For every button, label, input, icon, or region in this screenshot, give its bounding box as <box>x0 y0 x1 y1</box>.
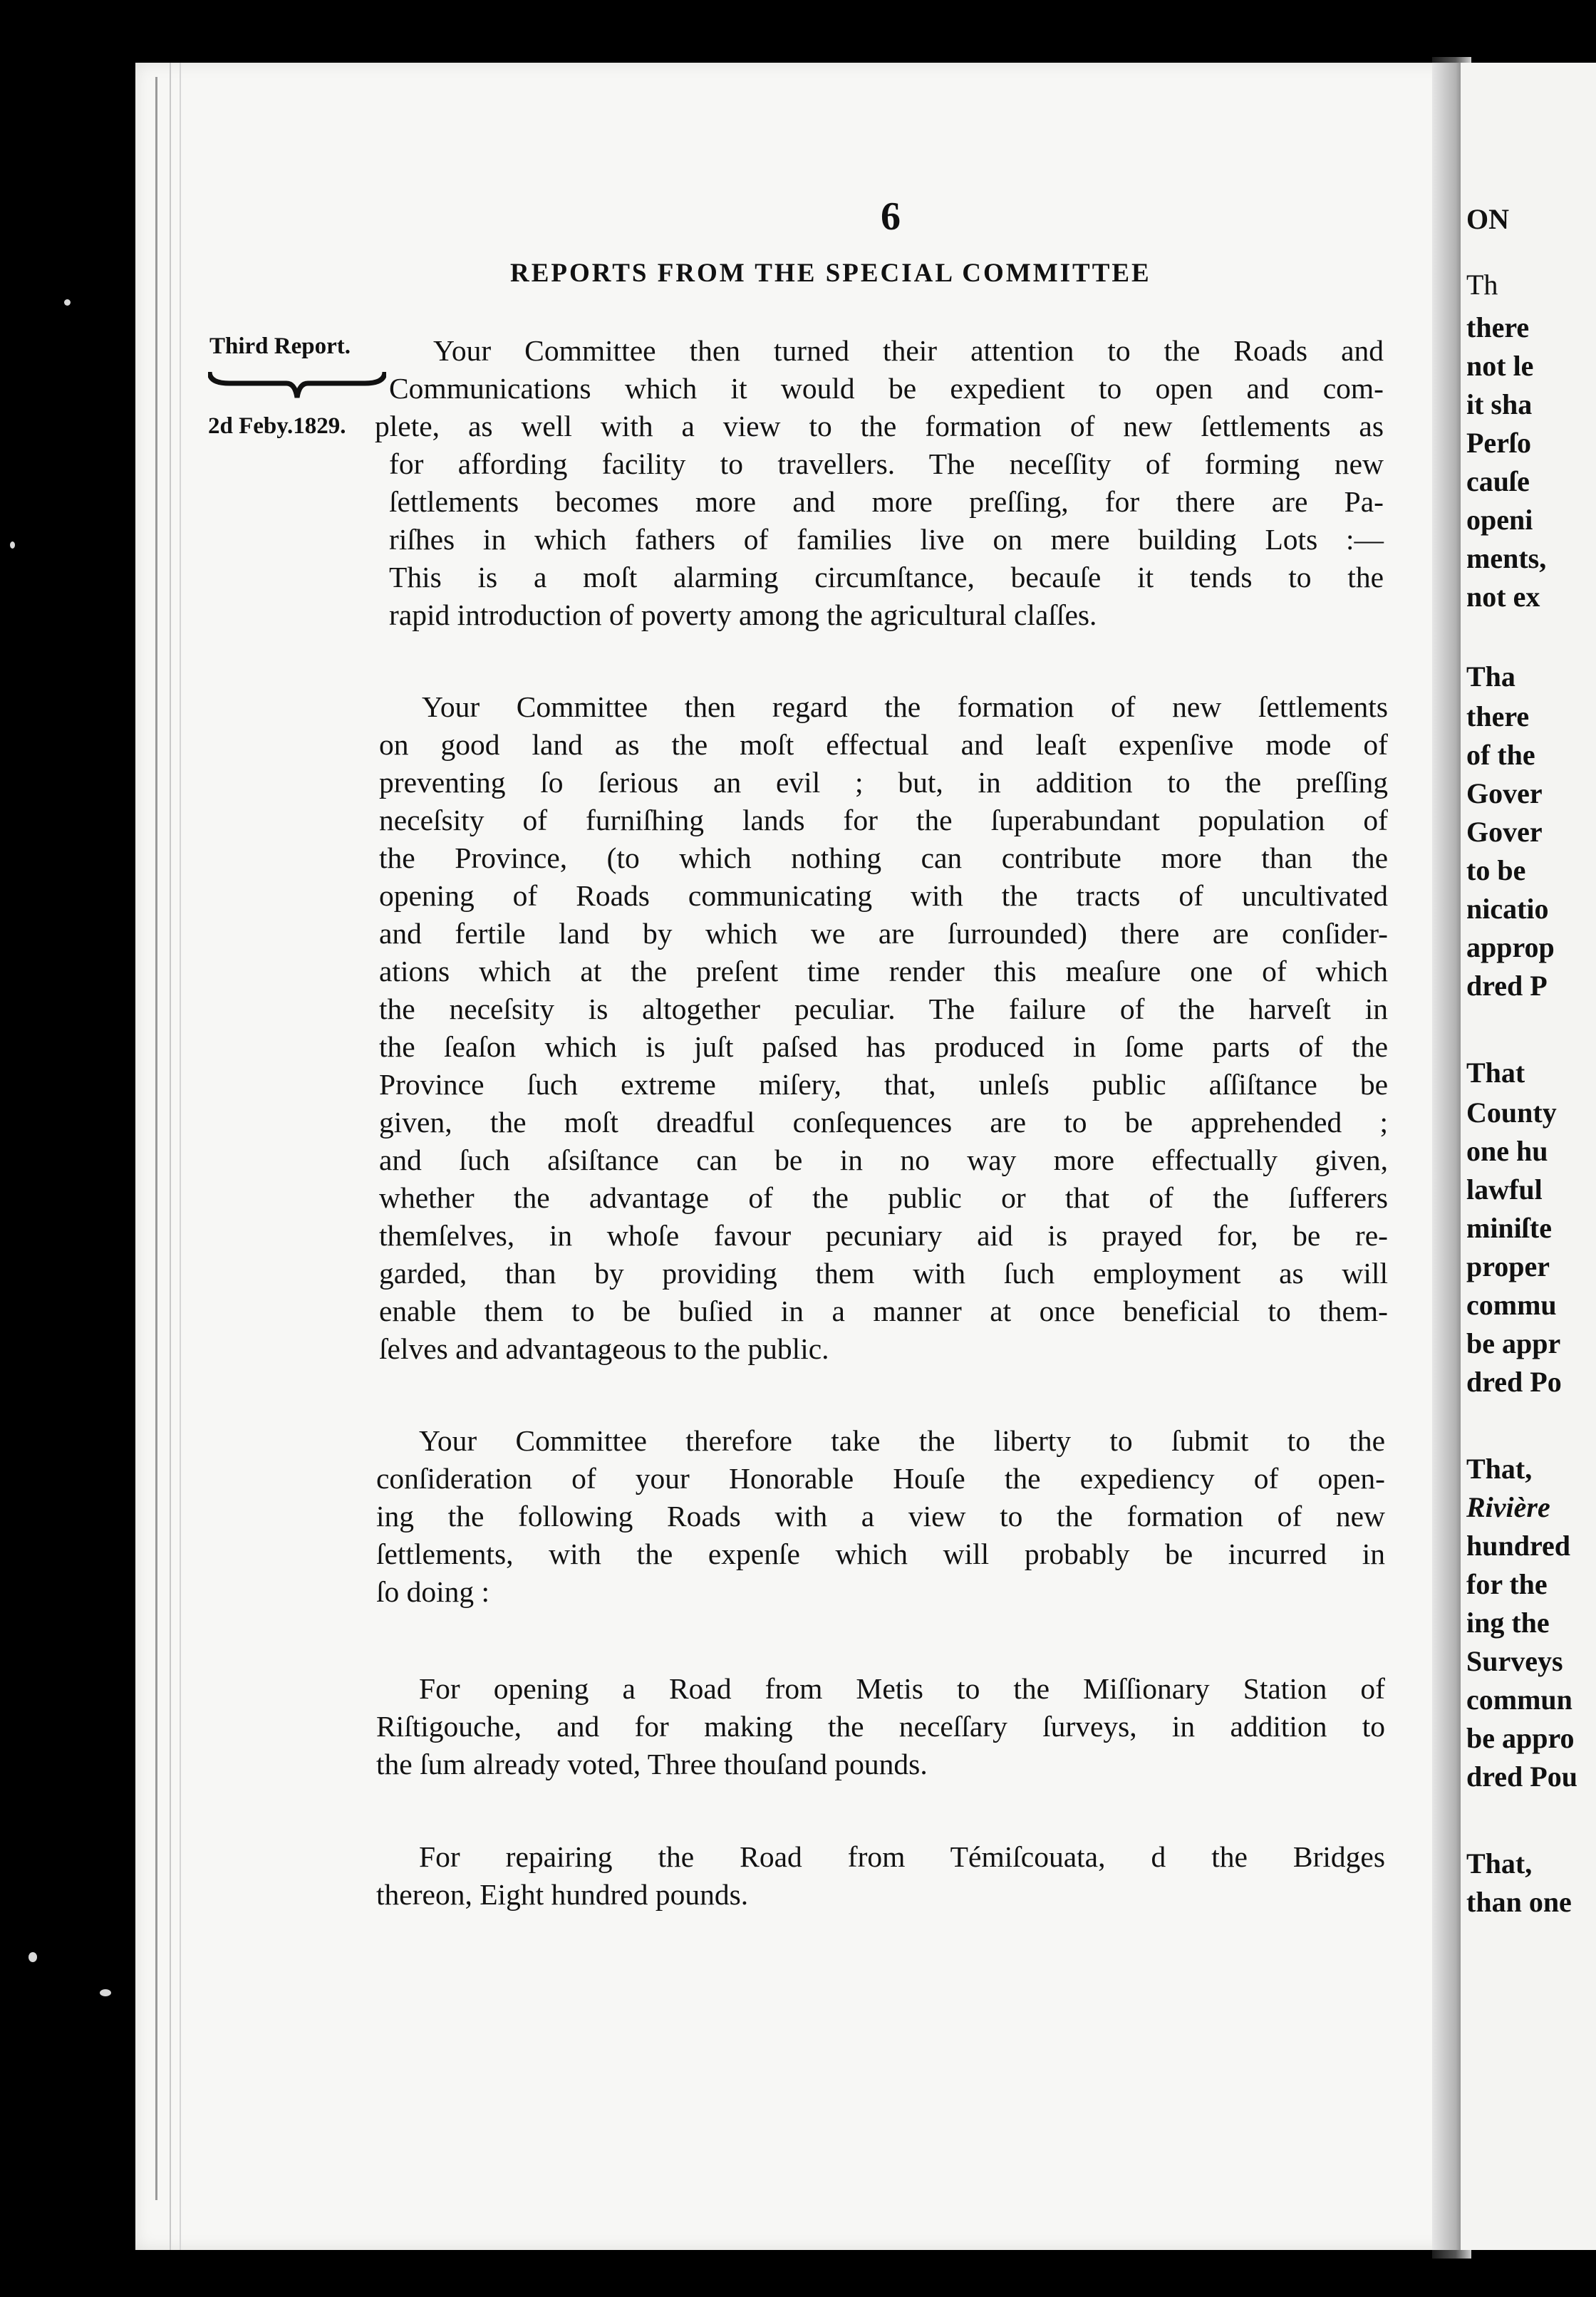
text-line: For opening a Road from Metis to the Miſſionary Station of <box>419 1672 1385 1705</box>
right-page-text: County <box>1466 1096 1557 1129</box>
text-line: Province ſuch extreme miſery, that, unleſs public aſſiſtance be <box>379 1068 1388 1101</box>
text-line: Your Committee then regard the formation of new ſettlements <box>422 690 1388 723</box>
right-page-text: hundred <box>1466 1530 1571 1562</box>
text-line: neceſsity of furniſhing lands for the ſuperabundant population of <box>379 804 1388 836</box>
right-page-text: not le <box>1466 350 1534 382</box>
right-page-text: approp <box>1466 931 1555 963</box>
right-page-text: commu <box>1466 1289 1557 1321</box>
brace-icon <box>208 368 386 400</box>
text-line: enable them to be buſied in a manner at once beneficial to them- <box>379 1295 1388 1327</box>
right-page-text: it sha <box>1466 388 1533 420</box>
paragraph-metis-road <box>376 1670 1385 1783</box>
text-line: For repairing the Road from Témiſcouata, d the Bridges <box>419 1840 1385 1873</box>
text-line: and ſuch aſsiſtance can be in no way more effectually given, <box>379 1144 1388 1176</box>
dust-speck <box>10 541 15 549</box>
right-page-text: commun <box>1466 1684 1572 1716</box>
right-page-text: lawful <box>1466 1173 1543 1205</box>
text-line: Your Committee therefore take the liberty to ſubmit to the <box>419 1424 1385 1457</box>
right-page-fragment <box>1461 63 1596 2250</box>
text-line: ing the following Roads with a view to the formation of new <box>376 1500 1385 1533</box>
text-line: ſettlements becomes more and more preſſing, for there are Pa- <box>389 485 1384 518</box>
paragraph-new-settlements <box>379 688 1388 1368</box>
text-line: the neceſsity is altogether peculiar. The failure of the harveſt in <box>379 992 1388 1025</box>
page-number: 6 <box>881 195 901 239</box>
right-page-text: than one <box>1466 1886 1572 1918</box>
text-line: garded, than by providing them with ſuch employment as will <box>379 1257 1388 1290</box>
dust-speck <box>64 299 71 306</box>
right-page-text: nicatio <box>1466 893 1549 925</box>
right-page-text: dred P <box>1466 970 1548 1002</box>
right-page-text: Rivière <box>1466 1491 1550 1523</box>
text-line: rapid introduction of poverty among the agricultural claſſes. <box>389 598 1097 631</box>
right-page-text: for the <box>1466 1568 1548 1600</box>
text-line: Riſtigouche, and for making the neceſſary ſurveys, in addition to <box>376 1710 1385 1743</box>
right-page-text: That <box>1466 1057 1525 1089</box>
right-page-text: That, <box>1466 1453 1533 1485</box>
text-line: Communications which it would be expedient to open and com- <box>389 372 1384 405</box>
paragraph-temiscouata-road <box>376 1838 1385 1914</box>
page-edge-line <box>180 63 181 2250</box>
dust-speck <box>28 1952 37 1962</box>
text-line: Your Committee then turned their attention to the Roads and <box>433 334 1384 367</box>
text-line: ſettlements, with the expenſe which will probably be incurred in <box>376 1538 1385 1570</box>
text-line: whether the advantage of the public or that of the ſufferers <box>379 1181 1388 1214</box>
right-page-text: Gover <box>1466 777 1543 809</box>
right-page-text: dred Pou <box>1466 1761 1577 1793</box>
text-line: and fertile land by which we are ſurrounded) there are conſider- <box>379 917 1388 950</box>
paragraph-roads-intro <box>375 332 1384 634</box>
right-page-text: there <box>1466 700 1530 732</box>
page-edge-line <box>155 77 157 2200</box>
right-page-text: there <box>1466 311 1530 343</box>
right-page-text: be appr <box>1466 1327 1561 1359</box>
right-page-text: dred Po <box>1466 1366 1562 1398</box>
text-line: preventing ſo ſerious an evil ; but, in addition to the preſſing <box>379 766 1388 799</box>
right-page-text: Tha <box>1466 660 1515 693</box>
dust-speck <box>100 1989 111 1996</box>
right-page-text: Th <box>1466 269 1498 301</box>
right-page-text: miniſte <box>1466 1212 1552 1244</box>
paragraph-submit-roads <box>376 1422 1385 1611</box>
text-line: conſideration of your Honorable Houſe the expediency of open- <box>376 1462 1385 1495</box>
right-page-text: one hu <box>1466 1135 1548 1167</box>
text-line: the ſum already voted, Three thouſand pounds. <box>376 1748 928 1780</box>
text-line: for affording facility to travellers. The neceſſity of forming new <box>389 447 1384 480</box>
text-line: ations which at the preſent time render this meaſure one of which <box>379 955 1388 987</box>
text-line: plete, as well with a view to the formation of new ſettlements as <box>375 410 1384 442</box>
text-line: riſhes in which fathers of families live on mere building Lots :— <box>389 523 1384 556</box>
right-page-text: That, <box>1466 1847 1533 1879</box>
text-line: thereon, Eight hundred pounds. <box>376 1878 749 1911</box>
text-line: This is a moſt alarming circumſtance, becauſe it tends to the <box>389 561 1384 593</box>
text-line: the Province, (to which nothing can contribute more than the <box>379 841 1388 874</box>
right-page-text: ments, <box>1466 542 1547 574</box>
right-page-text: be appro <box>1466 1722 1575 1754</box>
text-line: opening of Roads communicating with the tracts of uncultivated <box>379 879 1388 912</box>
running-head: REPORTS FROM THE SPECIAL COMMITTEE <box>510 259 1151 288</box>
right-page-text: proper <box>1466 1250 1550 1282</box>
right-page-text: openi <box>1466 504 1533 536</box>
right-page-text: Gover <box>1466 816 1543 848</box>
right-page-text: cauſe <box>1466 465 1530 497</box>
text-line: ſo doing : <box>376 1575 490 1608</box>
text-line: the ſeaſon which is juſt paſsed has produced in ſome parts of the <box>379 1030 1388 1063</box>
text-line: given, the moſt dreadful conſequences are to be apprehended ; <box>379 1106 1388 1139</box>
right-page-text: ON <box>1466 203 1509 235</box>
text-line: on good land as the moſt effectual and leaſt expenſive mode of <box>379 728 1388 761</box>
page-edge-line <box>170 63 171 2250</box>
right-page-text: Perſo <box>1466 427 1532 459</box>
right-page-text: Surveys <box>1466 1645 1563 1677</box>
right-page-text: not ex <box>1466 581 1540 613</box>
right-page-text: to be <box>1466 854 1526 886</box>
right-page-text: of the <box>1466 739 1535 771</box>
text-line: themſelves, in whoſe favour pecuniary aid is prayed for, be re- <box>379 1219 1388 1252</box>
text-line: ſelves and advantageous to the public. <box>379 1332 829 1365</box>
margin-note-date: 2d Feby.1829. <box>208 413 346 439</box>
margin-note-title: Third Report. <box>209 333 351 359</box>
right-page-text: ing the <box>1466 1607 1550 1639</box>
